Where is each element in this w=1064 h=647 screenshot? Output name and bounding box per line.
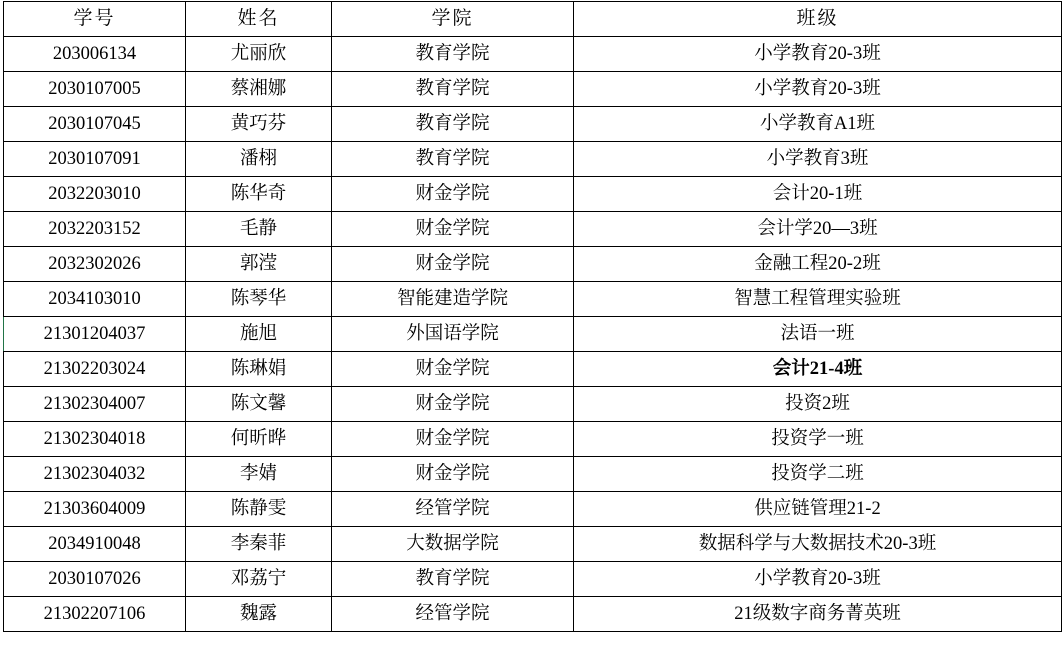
cell-name: 施旭 <box>186 317 332 352</box>
cell-class: 数据科学与大数据技术20-3班 <box>574 527 1062 562</box>
cell-college: 财金学院 <box>332 352 574 387</box>
cell-class: 小学教育20-3班 <box>574 72 1062 107</box>
student-roster-table <box>3 1 1062 632</box>
cell-class: 金融工程20-2班 <box>574 247 1062 282</box>
cell-name: 何昕晔 <box>186 422 332 457</box>
cell-class: 法语一班 <box>574 317 1062 352</box>
cell-college: 财金学院 <box>332 247 574 282</box>
cell-class: 小学教育A1班 <box>574 107 1062 142</box>
table-row <box>4 247 1062 282</box>
table-row <box>4 527 1062 562</box>
cell-name: 李婧 <box>186 457 332 492</box>
cell-class: 小学教育20-3班 <box>574 37 1062 72</box>
table-row <box>4 317 1062 352</box>
cell-student-id: 21302207106 <box>4 597 186 632</box>
table-row <box>4 282 1062 317</box>
cell-name: 李秦菲 <box>186 527 332 562</box>
cell-class: 小学教育20-3班 <box>574 562 1062 597</box>
cell-name: 陈华奇 <box>186 177 332 212</box>
cell-college: 教育学院 <box>332 72 574 107</box>
cell-name: 陈静雯 <box>186 492 332 527</box>
cell-college: 经管学院 <box>332 597 574 632</box>
table-row <box>4 142 1062 177</box>
cell-college: 财金学院 <box>332 457 574 492</box>
cell-student-id: 2030107045 <box>4 107 186 142</box>
cell-student-id: 2032302026 <box>4 247 186 282</box>
table-row <box>4 212 1062 247</box>
table-row <box>4 352 1062 387</box>
cell-student-id: 203006134 <box>4 37 186 72</box>
cell-student-id: 2030107026 <box>4 562 186 597</box>
table-row <box>4 492 1062 527</box>
table-row <box>4 597 1062 632</box>
cell-class: 投资学一班 <box>574 422 1062 457</box>
column-header-student-id: 学号 <box>4 2 186 37</box>
table-row <box>4 457 1062 492</box>
cell-student-id: 21302304007 <box>4 387 186 422</box>
table-row <box>4 562 1062 597</box>
cell-name: 蔡湘娜 <box>186 72 332 107</box>
cell-college: 智能建造学院 <box>332 282 574 317</box>
cell-name: 潘栩 <box>186 142 332 177</box>
cell-college: 财金学院 <box>332 422 574 457</box>
cell-college: 财金学院 <box>332 387 574 422</box>
cell-college: 教育学院 <box>332 37 574 72</box>
cell-class: 21级数字商务菁英班 <box>574 597 1062 632</box>
cell-student-id: 2030107005 <box>4 72 186 107</box>
cell-class: 供应链管理21-2 <box>574 492 1062 527</box>
cell-class: 会计学20—3班 <box>574 212 1062 247</box>
cell-student-id: 21302304018 <box>4 422 186 457</box>
table-header-row <box>4 2 1062 37</box>
cell-class: 投资2班 <box>574 387 1062 422</box>
cell-student-id: 2034103010 <box>4 282 186 317</box>
cell-student-id: 2032203010 <box>4 177 186 212</box>
cell-class: 投资学二班 <box>574 457 1062 492</box>
cell-college: 财金学院 <box>332 212 574 247</box>
cell-student-id: 21301204037 <box>4 317 186 352</box>
cell-student-id: 21302203024 <box>4 352 186 387</box>
cell-name: 黄巧芬 <box>186 107 332 142</box>
table-row <box>4 387 1062 422</box>
cell-college: 经管学院 <box>332 492 574 527</box>
table-row <box>4 107 1062 142</box>
cell-college: 大数据学院 <box>332 527 574 562</box>
table-row <box>4 177 1062 212</box>
cell-college: 教育学院 <box>332 107 574 142</box>
cell-class: 智慧工程管理实验班 <box>574 282 1062 317</box>
cell-name: 陈文馨 <box>186 387 332 422</box>
cell-student-id: 2030107091 <box>4 142 186 177</box>
cell-college: 教育学院 <box>332 562 574 597</box>
cell-name: 郭滢 <box>186 247 332 282</box>
cell-name: 毛静 <box>186 212 332 247</box>
spreadsheet-sheet <box>0 1 1064 647</box>
cell-name: 尤丽欣 <box>186 37 332 72</box>
cell-student-id: 2032203152 <box>4 212 186 247</box>
cell-student-id: 2034910048 <box>4 527 186 562</box>
table-row <box>4 422 1062 457</box>
cell-college: 教育学院 <box>332 142 574 177</box>
cell-student-id: 21302304032 <box>4 457 186 492</box>
cell-name: 魏露 <box>186 597 332 632</box>
table-row <box>4 72 1062 107</box>
column-header-name: 姓名 <box>186 2 332 37</box>
cell-name: 邓荔宁 <box>186 562 332 597</box>
cell-class: 会计20-1班 <box>574 177 1062 212</box>
column-header-class: 班级 <box>574 2 1062 37</box>
cell-class: 小学教育3班 <box>574 142 1062 177</box>
cell-name: 陈琳娟 <box>186 352 332 387</box>
cell-college: 外国语学院 <box>332 317 574 352</box>
table-row <box>4 37 1062 72</box>
cell-class: 会计21-4班 <box>574 352 1062 387</box>
column-header-college: 学院 <box>332 2 574 37</box>
cell-student-id: 21303604009 <box>4 492 186 527</box>
cell-college: 财金学院 <box>332 177 574 212</box>
cell-name: 陈琴华 <box>186 282 332 317</box>
